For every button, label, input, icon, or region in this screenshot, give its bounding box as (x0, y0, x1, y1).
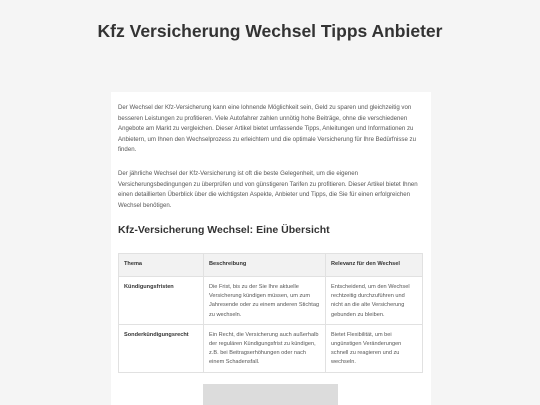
table-cell-description: Ein Recht, die Versicherung auch außerhalb der regulären Kündigungsfrist zu kündigen, z.B. bei Beitragserhöhungen oder nach einem Schadensfall. (204, 324, 326, 372)
table-cell-topic: Sonderkündigungsrecht (119, 324, 204, 372)
article-content (111, 92, 431, 405)
table-row (119, 324, 423, 372)
intro-paragraph: Der Wechsel der Kfz-Versicherung kann eine lohnende Möglichkeit sein, Geld zu sparen und gleichzeitig von besseren Leistungen zu profitieren. Viele Autofahrer zahlen unnötig hohe Beiträge, ohne die verschiedenen Angebote am Markt zu vergleichen. Dieser Artikel bietet umfassende Tipps, Anleitungen und Informationen zu Anbietern, um Ihnen den Wechselprozess zu erleichtern und die optimale Versicherung für Ihre Bedürfnisse zu finden. (118, 104, 416, 154)
table-header-row (119, 254, 423, 277)
table-cell-description: Die Frist, bis zu der Sie Ihre aktuelle Versicherung kündigen müssen, um zum Jahresende oder zu einem anderen Stichtag zu wechseln. (204, 277, 326, 325)
table-row (119, 277, 423, 325)
bottom-overlay-bar (203, 384, 338, 405)
second-paragraph: Der jährliche Wechsel der Kfz-Versicherung ist oft die beste Gelegenheit, um die eigenen Versicherungsbedingungen zu überprüfen und von günstigeren Tarifen zu profitieren. Dieser Artikel bietet Ihnen einen detaillierten Überblick über die wichtigsten Aspekte, Anbieter und Tipps, die Sie für einen erfolgreichen Wechsel benötigen. (118, 170, 418, 209)
table-cell-topic: Kündigungsfristen (119, 277, 204, 325)
page-header (0, 0, 540, 92)
table-header-cell: Relevanz für den Wechsel (326, 254, 423, 277)
table-header-cell: Thema (119, 254, 204, 277)
overview-table (118, 253, 423, 373)
table-cell-relevance: Entscheidend, um den Wechsel rechtzeitig durchzuführen und nicht an die alte Versicherung gebunden zu bleiben. (326, 277, 423, 325)
page-title: Kfz Versicherung Wechsel Tipps Anbieter (97, 21, 443, 41)
section-heading: Kfz-Versicherung Wechsel: Eine Übersicht (118, 224, 330, 236)
table-cell-relevance: Bietet Flexibilität, um bei ungünstigen Veränderungen schnell zu reagieren und zu wechseln. (326, 324, 423, 372)
table-header-cell: Beschreibung (204, 254, 326, 277)
